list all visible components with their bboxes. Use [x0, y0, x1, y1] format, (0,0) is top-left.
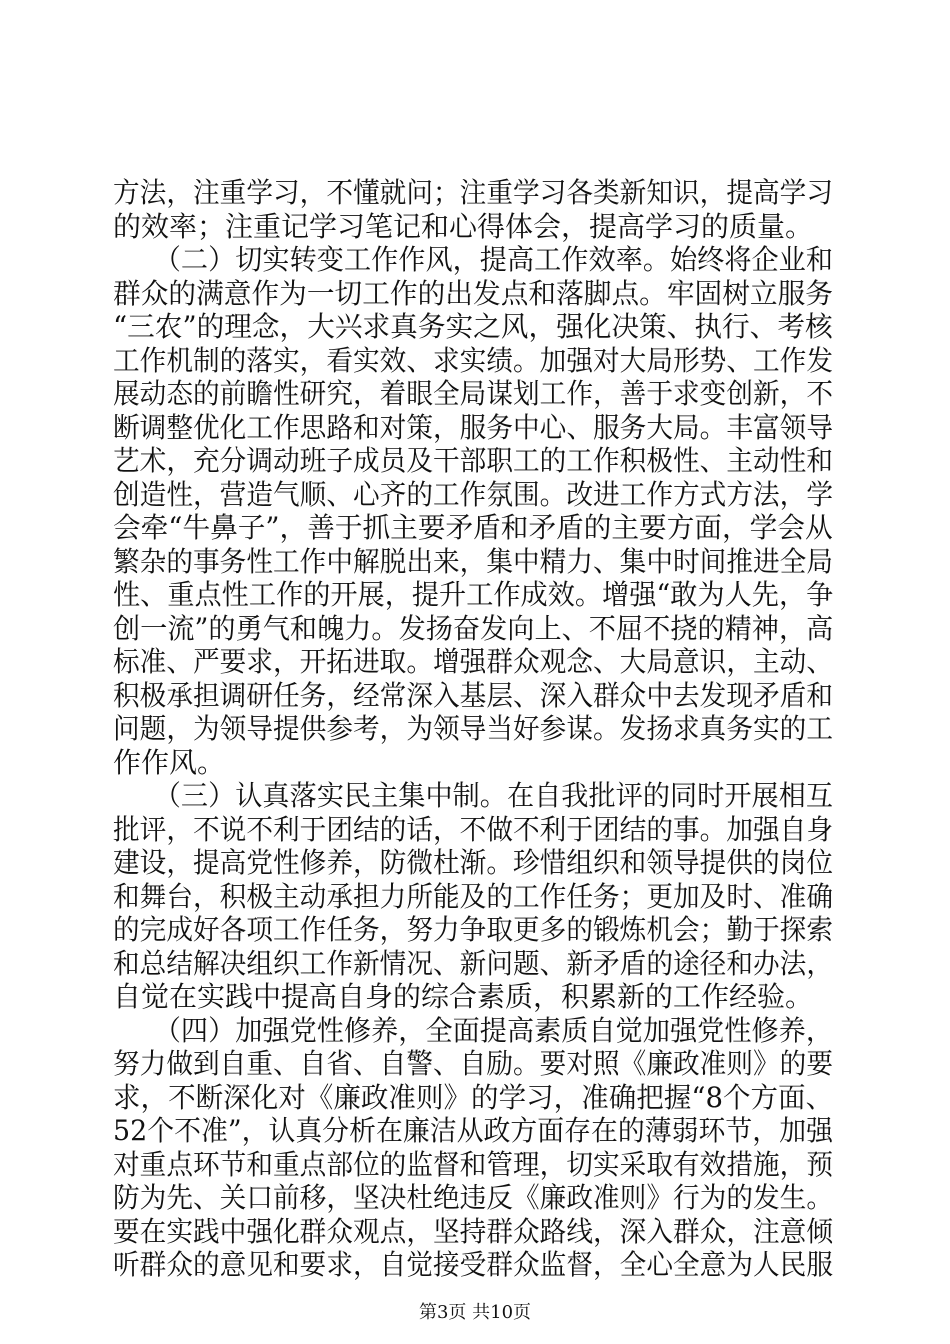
text-line: 和总结解决组织工作新情况、新问题、新矛盾的途径和办法，	[113, 946, 834, 980]
text-line: （三）认真落实民主集中制。在自我批评的同时开展相互	[113, 779, 834, 812]
page-footer: 第3页 共10页	[418, 1302, 532, 1323]
text-line: 对重点环节和重点部位的监督和管理，切实采取有效措施，预	[113, 1147, 834, 1181]
text-line: 要在实践中强化群众观点，坚持群众路线，深入群众，注意倾	[113, 1214, 834, 1248]
text-line: 方法，注重学习，不懂就问；注重学习各类新知识，提高学习	[113, 176, 834, 209]
text-line: 听群众的意见和要求，自觉接受群众监督，全心全意为人民服	[113, 1248, 834, 1281]
text-line: 52个不准”，认真分析在廉洁从政方面存在的薄弱环节，加强	[113, 1114, 833, 1147]
text-line: 的效率；注重记学习笔记和心得体会，提高学习的质量。	[113, 209, 814, 243]
document-body	[113, 176, 833, 1282]
text-line: （二）切实转变工作作风，提高工作效率。始终将企业和	[113, 243, 834, 276]
text-line: 作作风。	[113, 745, 226, 779]
text-line: 和舞台，积极主动承担力所能及的工作任务；更加及时、准确	[113, 879, 834, 913]
text-line: 创造性，营造气顺、心齐的工作氛围。改进工作方式方法，学	[113, 477, 834, 511]
text-line: 努力做到自重、自省、自警、自励。要对照《廉政准则》的要	[113, 1047, 834, 1080]
text-line: 的完成好各项工作任务，努力争取更多的锻炼机会；勤于探索	[113, 913, 834, 946]
text-line: 防为先、关口前移，坚决杜绝违反《廉政准则》行为的发生。	[113, 1181, 834, 1214]
text-line: 建设，提高党性修养，防微杜渐。珍惜组织和领导提供的岗位	[113, 846, 834, 879]
text-line: 繁杂的事务性工作中解脱出来，集中精力、集中时间推进全局	[113, 544, 834, 578]
text-line: 积极承担调研任务，经常深入基层、深入群众中去发现矛盾和	[113, 678, 834, 712]
text-line: 标准、严要求，开拓进取。增强群众观念、大局意识，主动、	[113, 645, 834, 678]
text-line: 艺术，充分调动班子成员及干部职工的工作积极性、主动性和	[113, 444, 834, 477]
text-line: 创一流”的勇气和魄力。发扬奋发向上、不屈不挠的精神，高	[113, 611, 834, 645]
text-line: （四）加强党性修养，全面提高素质自觉加强党性修养，	[113, 1013, 834, 1047]
text-line: 问题，为领导提供参考，为领导当好参谋。发扬求真务实的工	[113, 712, 834, 745]
text-line: 会牵“牛鼻子”，善于抓主要矛盾和矛盾的主要方面，学会从	[113, 511, 833, 544]
text-line: 展动态的前瞻性研究，着眼全局谋划工作，善于求变创新，不	[113, 377, 834, 410]
text-line: 性、重点性工作的开展，提升工作成效。增强“敢为人先，争	[113, 578, 834, 611]
text-line: 群众的满意作为一切工作的出发点和落脚点。牢固树立服务	[113, 276, 834, 310]
text-line: 工作机制的落实，看实效、求实绩。加强对大局形势、工作发	[113, 343, 834, 377]
text-line: 断调整优化工作思路和对策，服务中心、服务大局。丰富领导	[113, 410, 834, 444]
text-line: 求，不断深化对《廉政准则》的学习，准确把握“8个方面、	[113, 1080, 834, 1114]
text-line: “三农”的理念，大兴求真务实之风，强化决策、执行、考核	[113, 310, 833, 343]
text-line: 自觉在实践中提高自身的综合素质，积累新的工作经验。	[113, 980, 814, 1013]
text-line: 批评，不说不利于团结的话，不做不利于团结的事。加强自身	[113, 812, 834, 846]
